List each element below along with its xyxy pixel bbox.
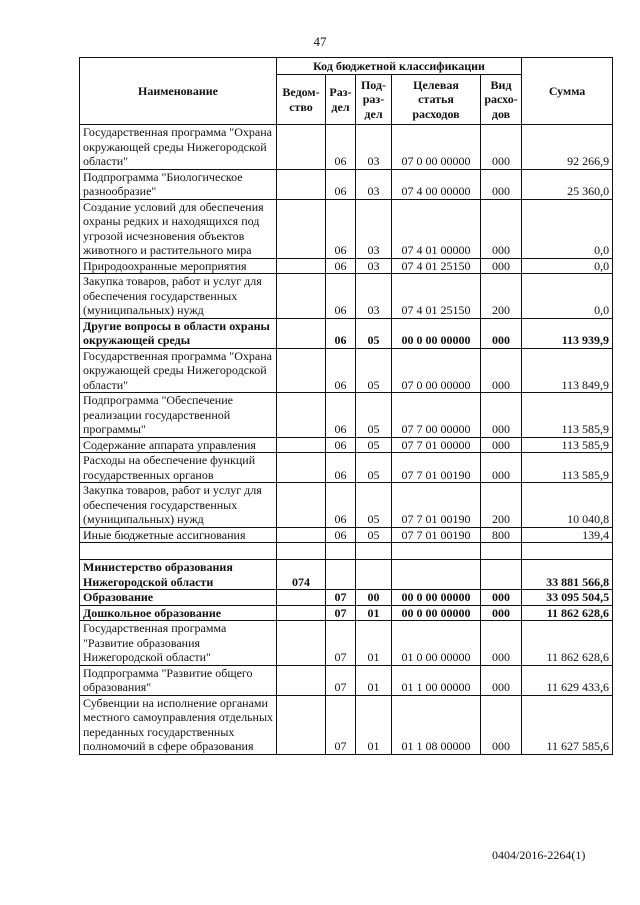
row-name: Подпрограмма "Биологическое разнообразие" xyxy=(80,169,277,199)
row-target xyxy=(392,543,481,560)
row-ved xyxy=(277,605,326,621)
row-name: Подпрограмма "Развитие общего образования" xyxy=(80,665,277,695)
row-razdel: 06 xyxy=(326,169,356,199)
row-name: Государственная программа "Развитие образования Нижегородской области" xyxy=(80,621,277,666)
row-name: Министерство образования Нижегородской области xyxy=(80,560,277,590)
row-ved: 074 xyxy=(277,560,326,590)
row-name: Другие вопросы в области охраны окружающей среды xyxy=(80,318,277,348)
row-name: Содержание аппарата управления xyxy=(80,437,277,453)
row-razdel: 06 xyxy=(326,125,356,170)
row-vid: 000 xyxy=(481,453,522,483)
row-target: 00 0 00 00000 xyxy=(392,605,481,621)
row-sum: 113 849,9 xyxy=(522,348,613,393)
table-row xyxy=(80,590,613,606)
row-razdel xyxy=(326,543,356,560)
row-razdel: 06 xyxy=(326,527,356,543)
row-name xyxy=(80,543,277,560)
row-ved xyxy=(277,695,326,754)
row-vid: 000 xyxy=(481,348,522,393)
table-row xyxy=(80,318,613,348)
table-row xyxy=(80,695,613,754)
row-name: Иные бюджетные ассигнования xyxy=(80,527,277,543)
row-target: 07 0 00 00000 xyxy=(392,348,481,393)
row-razdel: 06 xyxy=(326,453,356,483)
row-ved xyxy=(277,437,326,453)
header-classification-group: Код бюджетной классификации xyxy=(277,58,522,75)
row-sum: 0,0 xyxy=(522,199,613,258)
row-ved xyxy=(277,393,326,438)
row-sum: 139,4 xyxy=(522,527,613,543)
row-sum xyxy=(522,543,613,560)
table-row xyxy=(80,560,613,590)
table-row xyxy=(80,483,613,528)
row-vid: 000 xyxy=(481,199,522,258)
row-podrazdel: 05 xyxy=(356,527,392,543)
row-vid: 000 xyxy=(481,590,522,606)
row-vid: 000 xyxy=(481,258,522,274)
row-podrazdel: 03 xyxy=(356,125,392,170)
row-target: 07 4 00 00000 xyxy=(392,169,481,199)
row-ved xyxy=(277,665,326,695)
table-row xyxy=(80,605,613,621)
row-name: Образование xyxy=(80,590,277,606)
row-sum: 11 627 585,6 xyxy=(522,695,613,754)
row-sum: 113 939,9 xyxy=(522,318,613,348)
row-ved xyxy=(277,483,326,528)
row-ved xyxy=(277,543,326,560)
row-razdel: 07 xyxy=(326,695,356,754)
row-podrazdel: 05 xyxy=(356,318,392,348)
row-vid xyxy=(481,543,522,560)
row-vid: 000 xyxy=(481,605,522,621)
row-sum: 33 881 566,8 xyxy=(522,560,613,590)
row-vid: 000 xyxy=(481,318,522,348)
table-row xyxy=(80,453,613,483)
row-name: Государственная программа "Охрана окружающей среды Нижегородской области" xyxy=(80,348,277,393)
row-sum: 113 585,9 xyxy=(522,393,613,438)
row-podrazdel: 00 xyxy=(356,590,392,606)
row-vid: 800 xyxy=(481,527,522,543)
row-ved xyxy=(277,169,326,199)
row-podrazdel: 01 xyxy=(356,621,392,666)
row-ved xyxy=(277,125,326,170)
row-ved xyxy=(277,527,326,543)
table-row xyxy=(80,169,613,199)
row-target: 00 0 00 00000 xyxy=(392,590,481,606)
row-sum: 25 360,0 xyxy=(522,169,613,199)
row-sum: 11 629 433,6 xyxy=(522,665,613,695)
table-row xyxy=(80,665,613,695)
header-target: Целевая статья расходов xyxy=(392,75,481,125)
table-row xyxy=(80,348,613,393)
table-row xyxy=(80,621,613,666)
row-podrazdel: 03 xyxy=(356,258,392,274)
row-name: Закупка товаров, работ и услуг для обеспечения государственных (муниципальных) нужд xyxy=(80,274,277,319)
row-vid: 000 xyxy=(481,125,522,170)
row-target: 07 7 00 00000 xyxy=(392,393,481,438)
row-target: 07 4 01 00000 xyxy=(392,199,481,258)
row-target: 07 7 01 00190 xyxy=(392,453,481,483)
row-ved xyxy=(277,274,326,319)
row-target: 07 7 01 00190 xyxy=(392,483,481,528)
row-ved xyxy=(277,348,326,393)
row-sum: 11 862 628,6 xyxy=(522,621,613,666)
header-sum: Сумма xyxy=(522,58,613,125)
table-row xyxy=(80,527,613,543)
table-row xyxy=(80,437,613,453)
row-name: Субвенции на исполнение органами местного самоуправления отдельных переданных государственных полномочий в сфере образования xyxy=(80,695,277,754)
row-vid: 000 xyxy=(481,169,522,199)
row-sum: 113 585,9 xyxy=(522,437,613,453)
row-vid: 200 xyxy=(481,274,522,319)
row-vid: 000 xyxy=(481,665,522,695)
row-razdel: 07 xyxy=(326,665,356,695)
header-ved: Ведом- ство xyxy=(277,75,326,125)
row-podrazdel: 05 xyxy=(356,348,392,393)
row-ved xyxy=(277,318,326,348)
row-razdel: 07 xyxy=(326,621,356,666)
row-sum: 92 266,9 xyxy=(522,125,613,170)
row-target: 01 1 08 00000 xyxy=(392,695,481,754)
row-sum: 33 095 504,5 xyxy=(522,590,613,606)
table-row xyxy=(80,393,613,438)
row-ved xyxy=(277,453,326,483)
row-sum: 10 040,8 xyxy=(522,483,613,528)
row-target: 07 0 00 00000 xyxy=(392,125,481,170)
row-vid: 000 xyxy=(481,695,522,754)
row-razdel: 07 xyxy=(326,590,356,606)
row-target: 01 1 00 00000 xyxy=(392,665,481,695)
row-target: 01 0 00 00000 xyxy=(392,621,481,666)
row-name: Дошкольное образование xyxy=(80,605,277,621)
document-code: 0404/2016-2264(1) xyxy=(492,848,586,862)
row-podrazdel xyxy=(356,560,392,590)
row-vid xyxy=(481,560,522,590)
row-target xyxy=(392,560,481,590)
row-razdel: 06 xyxy=(326,258,356,274)
row-sum: 113 585,9 xyxy=(522,453,613,483)
row-vid: 000 xyxy=(481,621,522,666)
row-razdel: 06 xyxy=(326,274,356,319)
row-target: 07 7 01 00190 xyxy=(392,527,481,543)
row-podrazdel: 05 xyxy=(356,483,392,528)
row-podrazdel: 05 xyxy=(356,393,392,438)
row-razdel: 06 xyxy=(326,437,356,453)
header-vid: Вид расхо- дов xyxy=(481,75,522,125)
row-podrazdel: 03 xyxy=(356,199,392,258)
row-podrazdel: 05 xyxy=(356,453,392,483)
row-razdel xyxy=(326,560,356,590)
header-name: Наименование xyxy=(80,58,277,125)
row-podrazdel: 03 xyxy=(356,169,392,199)
table-row xyxy=(80,199,613,258)
row-podrazdel xyxy=(356,543,392,560)
row-target: 07 4 01 25150 xyxy=(392,258,481,274)
row-razdel: 06 xyxy=(326,318,356,348)
row-name: Подпрограмма "Обеспечение реализации государственной программы" xyxy=(80,393,277,438)
table-row xyxy=(80,543,613,560)
row-target: 07 7 01 00000 xyxy=(392,437,481,453)
row-sum: 11 862 628,6 xyxy=(522,605,613,621)
table-row xyxy=(80,125,613,170)
table-row xyxy=(80,258,613,274)
table-row xyxy=(80,274,613,319)
row-razdel: 06 xyxy=(326,199,356,258)
row-razdel: 06 xyxy=(326,393,356,438)
row-razdel: 07 xyxy=(326,605,356,621)
row-name: Закупка товаров, работ и услуг для обеспечения государственных (муниципальных) нужд xyxy=(80,483,277,528)
row-ved xyxy=(277,621,326,666)
row-podrazdel: 03 xyxy=(356,274,392,319)
row-name: Государственная программа "Охрана окружающей среды Нижегородской области" xyxy=(80,125,277,170)
row-podrazdel: 01 xyxy=(356,695,392,754)
header-razdel: Раз- дел xyxy=(326,75,356,125)
budget-table xyxy=(79,57,613,755)
row-name: Природоохранные мероприятия xyxy=(80,258,277,274)
row-name: Создание условий для обеспечения охраны редких и находящихся под угрозой исчезновения объектов животного и растительного мира xyxy=(80,199,277,258)
row-ved xyxy=(277,258,326,274)
row-vid: 000 xyxy=(481,437,522,453)
row-target: 00 0 00 00000 xyxy=(392,318,481,348)
row-podrazdel: 01 xyxy=(356,605,392,621)
row-ved xyxy=(277,590,326,606)
row-razdel: 06 xyxy=(326,483,356,528)
row-sum: 0,0 xyxy=(522,274,613,319)
row-podrazdel: 01 xyxy=(356,665,392,695)
row-razdel: 06 xyxy=(326,348,356,393)
row-sum: 0,0 xyxy=(522,258,613,274)
row-vid: 000 xyxy=(481,393,522,438)
row-vid: 200 xyxy=(481,483,522,528)
header-podrazdel: Под- раз- дел xyxy=(356,75,392,125)
row-name: Расходы на обеспечение функций государственных органов xyxy=(80,453,277,483)
row-podrazdel: 05 xyxy=(356,437,392,453)
row-target: 07 4 01 25150 xyxy=(392,274,481,319)
page-number: 47 xyxy=(313,34,327,49)
row-ved xyxy=(277,199,326,258)
